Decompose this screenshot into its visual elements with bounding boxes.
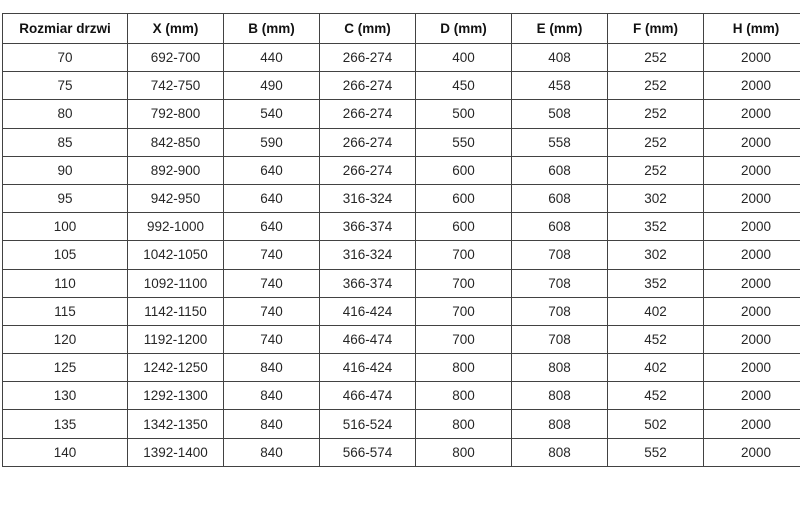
table-cell: 550 <box>416 128 512 156</box>
table-cell: 2000 <box>704 100 800 128</box>
table-cell: 700 <box>416 269 512 297</box>
table-row <box>3 156 800 184</box>
table-cell: 2000 <box>704 72 800 100</box>
table-cell: 540 <box>224 100 320 128</box>
table-cell: 640 <box>224 184 320 212</box>
table-cell: 366-374 <box>320 213 416 241</box>
table-cell: 590 <box>224 128 320 156</box>
table-cell: 2000 <box>704 213 800 241</box>
table-cell: 808 <box>512 438 608 466</box>
table-row <box>3 72 800 100</box>
table-cell: 2000 <box>704 269 800 297</box>
table-row <box>3 410 800 438</box>
table-cell: 2000 <box>704 241 800 269</box>
table-cell: 566-574 <box>320 438 416 466</box>
table-cell: 600 <box>416 184 512 212</box>
table-row <box>3 354 800 382</box>
table-cell: 942-950 <box>128 184 224 212</box>
table-cell: 416-424 <box>320 297 416 325</box>
table-cell: 1142-1150 <box>128 297 224 325</box>
table-cell: 266-274 <box>320 128 416 156</box>
table-cell: 558 <box>512 128 608 156</box>
table-cell: 266-274 <box>320 72 416 100</box>
column-header: D (mm) <box>416 14 512 44</box>
table-cell: 95 <box>3 184 128 212</box>
table-cell: 800 <box>416 438 512 466</box>
table-cell: 516-524 <box>320 410 416 438</box>
table-row <box>3 382 800 410</box>
table-row <box>3 325 800 353</box>
table-row <box>3 297 800 325</box>
table-cell: 1392-1400 <box>128 438 224 466</box>
table-cell: 552 <box>608 438 704 466</box>
table-cell: 402 <box>608 354 704 382</box>
table-cell: 252 <box>608 100 704 128</box>
table-cell: 740 <box>224 325 320 353</box>
table-cell: 740 <box>224 269 320 297</box>
table-cell: 266-274 <box>320 156 416 184</box>
table-cell: 2000 <box>704 354 800 382</box>
table-cell: 252 <box>608 72 704 100</box>
table-cell: 80 <box>3 100 128 128</box>
table-cell: 2000 <box>704 297 800 325</box>
table-cell: 125 <box>3 354 128 382</box>
table-cell: 2000 <box>704 156 800 184</box>
table-cell: 352 <box>608 213 704 241</box>
table-cell: 2000 <box>704 410 800 438</box>
table-cell: 452 <box>608 325 704 353</box>
table-cell: 85 <box>3 128 128 156</box>
table-row <box>3 269 800 297</box>
table-cell: 1242-1250 <box>128 354 224 382</box>
column-header: C (mm) <box>320 14 416 44</box>
table-cell: 840 <box>224 354 320 382</box>
table-cell: 416-424 <box>320 354 416 382</box>
table-cell: 740 <box>224 297 320 325</box>
table-cell: 1292-1300 <box>128 382 224 410</box>
table-cell: 466-474 <box>320 382 416 410</box>
table-cell: 1042-1050 <box>128 241 224 269</box>
table-cell: 252 <box>608 44 704 72</box>
table-cell: 608 <box>512 156 608 184</box>
table-cell: 742-750 <box>128 72 224 100</box>
table-cell: 90 <box>3 156 128 184</box>
table-cell: 100 <box>3 213 128 241</box>
table-cell: 105 <box>3 241 128 269</box>
table-cell: 266-274 <box>320 44 416 72</box>
table-row <box>3 44 800 72</box>
table-cell: 1342-1350 <box>128 410 224 438</box>
table-cell: 490 <box>224 72 320 100</box>
door-size-table <box>2 13 800 467</box>
table-cell: 708 <box>512 269 608 297</box>
table-cell: 252 <box>608 128 704 156</box>
table-cell: 2000 <box>704 128 800 156</box>
table-cell: 892-900 <box>128 156 224 184</box>
table-header <box>3 14 800 44</box>
table-cell: 450 <box>416 72 512 100</box>
table-cell: 692-700 <box>128 44 224 72</box>
table-cell: 1092-1100 <box>128 269 224 297</box>
table-cell: 130 <box>3 382 128 410</box>
table-cell: 808 <box>512 354 608 382</box>
table-cell: 2000 <box>704 325 800 353</box>
column-header: F (mm) <box>608 14 704 44</box>
column-header: X (mm) <box>128 14 224 44</box>
table-cell: 800 <box>416 410 512 438</box>
table-row <box>3 438 800 466</box>
table-cell: 1192-1200 <box>128 325 224 353</box>
table-cell: 466-474 <box>320 325 416 353</box>
table-cell: 400 <box>416 44 512 72</box>
table-cell: 840 <box>224 410 320 438</box>
table-cell: 700 <box>416 325 512 353</box>
table-cell: 708 <box>512 241 608 269</box>
table-cell: 70 <box>3 44 128 72</box>
table-cell: 252 <box>608 156 704 184</box>
table-row <box>3 100 800 128</box>
table-cell: 640 <box>224 156 320 184</box>
table-row <box>3 184 800 212</box>
table-cell: 600 <box>416 213 512 241</box>
table-cell: 808 <box>512 382 608 410</box>
table-cell: 600 <box>416 156 512 184</box>
header-row <box>3 14 800 44</box>
table-cell: 2000 <box>704 382 800 410</box>
table-cell: 500 <box>416 100 512 128</box>
table-cell: 115 <box>3 297 128 325</box>
table-cell: 440 <box>224 44 320 72</box>
table-cell: 800 <box>416 382 512 410</box>
table-cell: 640 <box>224 213 320 241</box>
table-row <box>3 128 800 156</box>
table-cell: 740 <box>224 241 320 269</box>
table-cell: 992-1000 <box>128 213 224 241</box>
table-body <box>3 44 800 467</box>
table-cell: 608 <box>512 184 608 212</box>
table-cell: 2000 <box>704 184 800 212</box>
column-header: H (mm) <box>704 14 800 44</box>
table-cell: 700 <box>416 297 512 325</box>
table-cell: 2000 <box>704 438 800 466</box>
table-cell: 708 <box>512 297 608 325</box>
table-cell: 502 <box>608 410 704 438</box>
column-header: E (mm) <box>512 14 608 44</box>
table-cell: 316-324 <box>320 184 416 212</box>
table-cell: 402 <box>608 297 704 325</box>
table-cell: 840 <box>224 438 320 466</box>
table-cell: 842-850 <box>128 128 224 156</box>
size-table-container <box>2 13 800 467</box>
table-row <box>3 241 800 269</box>
table-cell: 302 <box>608 184 704 212</box>
table-cell: 352 <box>608 269 704 297</box>
table-cell: 408 <box>512 44 608 72</box>
table-cell: 266-274 <box>320 100 416 128</box>
table-cell: 452 <box>608 382 704 410</box>
table-cell: 135 <box>3 410 128 438</box>
table-cell: 316-324 <box>320 241 416 269</box>
table-cell: 110 <box>3 269 128 297</box>
table-cell: 2000 <box>704 44 800 72</box>
table-cell: 792-800 <box>128 100 224 128</box>
table-cell: 840 <box>224 382 320 410</box>
table-cell: 700 <box>416 241 512 269</box>
table-cell: 808 <box>512 410 608 438</box>
table-cell: 302 <box>608 241 704 269</box>
table-cell: 458 <box>512 72 608 100</box>
table-cell: 708 <box>512 325 608 353</box>
table-cell: 508 <box>512 100 608 128</box>
table-row <box>3 213 800 241</box>
table-cell: 800 <box>416 354 512 382</box>
table-cell: 75 <box>3 72 128 100</box>
table-cell: 366-374 <box>320 269 416 297</box>
table-cell: 608 <box>512 213 608 241</box>
table-cell: 120 <box>3 325 128 353</box>
column-header: B (mm) <box>224 14 320 44</box>
column-header: Rozmiar drzwi <box>3 14 128 44</box>
table-cell: 140 <box>3 438 128 466</box>
